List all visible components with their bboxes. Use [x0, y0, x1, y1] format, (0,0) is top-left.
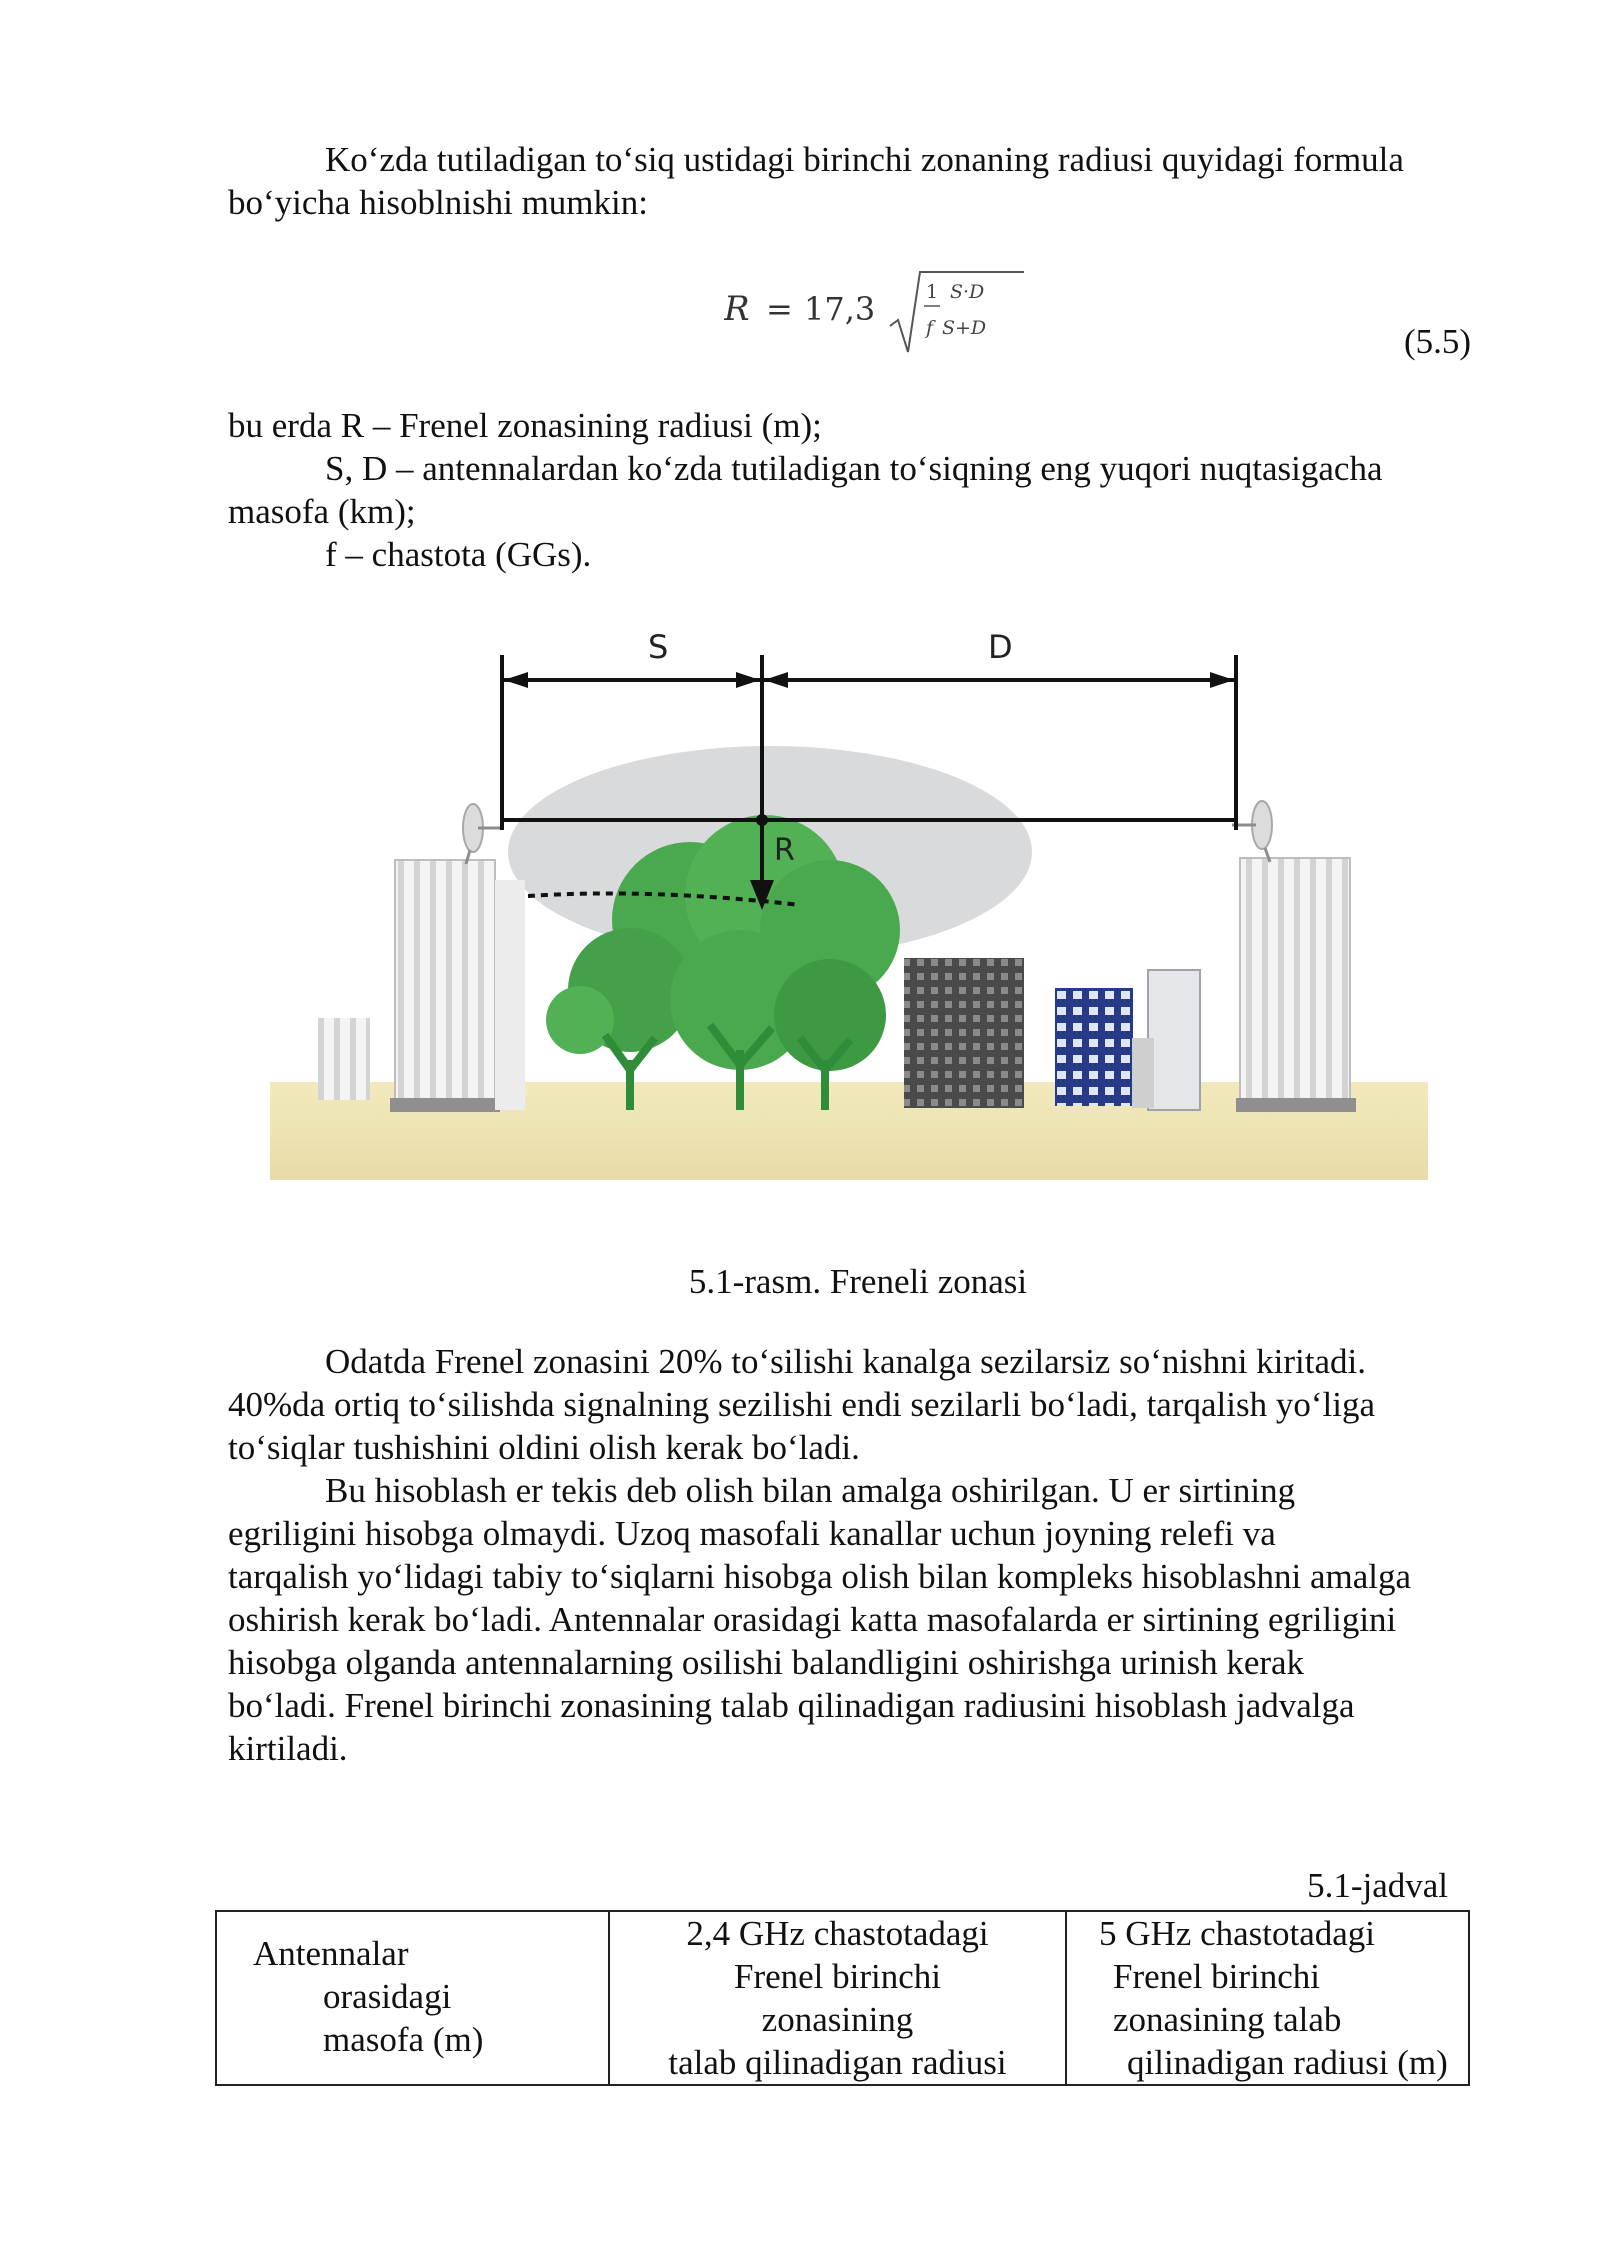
formula-coefficient: 17,3: [804, 290, 876, 328]
para3-line-1: Bu hisoblash er tekis deb olish bilan amalga oshirilgan. U er sirtining: [325, 1471, 1296, 1510]
table-header-row: [216, 1911, 1469, 2085]
frenel-radius-table: [215, 1910, 1470, 2086]
formula-one: 1: [926, 281, 939, 303]
equation-number: (5.5): [1404, 322, 1472, 361]
header-24ghz-radius: [609, 1911, 1066, 2085]
definition-sd: S, D – antennalardan ko‘zda tutiladigan to‘siqning eng yuqori nuqtasigacha: [325, 449, 1383, 488]
dark-office-building: [904, 958, 1024, 1108]
paragraph-obstruction: [228, 1340, 1484, 1469]
para3-line-2: egriligini hisobga olmaydi. Uzoq masofali kanallar uchun joyning relefi va: [228, 1514, 1276, 1553]
definitions-paragraph: [228, 404, 1484, 576]
header-5ghz-line-3: zonasining talab: [1113, 2000, 1342, 2039]
small-building: [1132, 1038, 1154, 1108]
header-24ghz-line-3: zonasining: [761, 2000, 914, 2039]
header-5ghz-line-1: 5 GHz chastotadagi: [1099, 1914, 1376, 1953]
definition-f: f – chastota (GGs).: [325, 535, 592, 574]
intro-line-2: bo‘yicha hisoblnishi mumkin:: [228, 183, 648, 222]
right-tower-building: [1236, 858, 1356, 1112]
label-s: S: [648, 628, 669, 666]
frenel-zone-figure: [270, 620, 1450, 1180]
label-r: R: [774, 833, 795, 868]
formula-denominator: S+D: [942, 317, 987, 339]
header-distance: [216, 1911, 609, 2085]
left-dish-antenna-icon: [463, 804, 502, 864]
para2-line-1: Odatda Frenel zonasini 20% to‘silishi kanalga sezilarsiz so‘nishni kiritadi.: [325, 1342, 1367, 1381]
para3-line-6: bo‘ladi. Frenel birinchi zonasining talab qilinadigan radiusini hisoblash jadvalga: [228, 1686, 1355, 1725]
formula-numerator: S·D: [950, 281, 985, 303]
header-5ghz-line-2: Frenel birinchi: [1113, 1957, 1321, 1996]
para2-line-2: 40%da ortiq to‘silishda signalning sezilishi endi sezilarli bo‘ladi, tarqalish yo‘liga: [228, 1385, 1375, 1424]
light-office-building: [1148, 970, 1200, 1110]
header-distance-line-2: orasidagi: [323, 1977, 452, 2016]
para3-line-4: oshirish kerak bo‘ladi. Antennalar orasidagi katta masofalarda er sirtining egriligini: [228, 1600, 1397, 1639]
blue-office-building: [1055, 988, 1133, 1106]
para2-line-3: to‘siqlar tushishini oldini olish kerak bo‘ladi.: [228, 1428, 860, 1467]
table-caption: 5.1-jadval: [1307, 1866, 1448, 1905]
label-d: D: [988, 628, 1013, 666]
header-24ghz-line-2: Frenel birinchi: [733, 1957, 942, 1996]
figure-caption: 5.1-rasm. Freneli zonasi: [688, 1262, 1028, 1301]
intro-line-1: Ko‘zda tutiladigan to‘siq ustidagi birinchi zonaning radiusi quyidagi formula: [325, 140, 1404, 179]
para3-line-3: tarqalish yo‘lidagi tabiy to‘siqlarni hisobga olish bilan kompleks hisoblashni amalga: [228, 1557, 1412, 1596]
header-5ghz-line-4: qilinadigan radiusi (m): [1127, 2043, 1448, 2082]
header-5ghz-radius: [1066, 1911, 1469, 2085]
intro-paragraph: [228, 138, 1484, 224]
formula-f: f: [926, 317, 934, 339]
frenel-radius-formula: [724, 268, 1044, 356]
left-tower-building: [318, 860, 525, 1112]
header-distance-line-1: Antennalar: [253, 1934, 409, 1973]
para3-line-7: kirtiladi.: [228, 1729, 348, 1768]
header-24ghz-line-4: talab qilinadigan radiusi: [668, 2043, 1007, 2082]
paragraph-calculation: [228, 1469, 1484, 1770]
formula-equals: =: [766, 290, 793, 328]
header-24ghz-line-1: 2,4 GHz chastotadagi: [686, 1914, 989, 1953]
header-distance-line-3: masofa (m): [323, 2020, 484, 2059]
para3-line-5: hisobga olganda antennalarning osilishi balandligini oshirishga urinish kerak: [228, 1643, 1305, 1682]
formula-lhs: R: [724, 289, 750, 329]
definition-r: bu erda R – Frenel zonasining radiusi (m);: [228, 406, 822, 445]
definition-sd-continued: masofa (km);: [228, 492, 416, 531]
